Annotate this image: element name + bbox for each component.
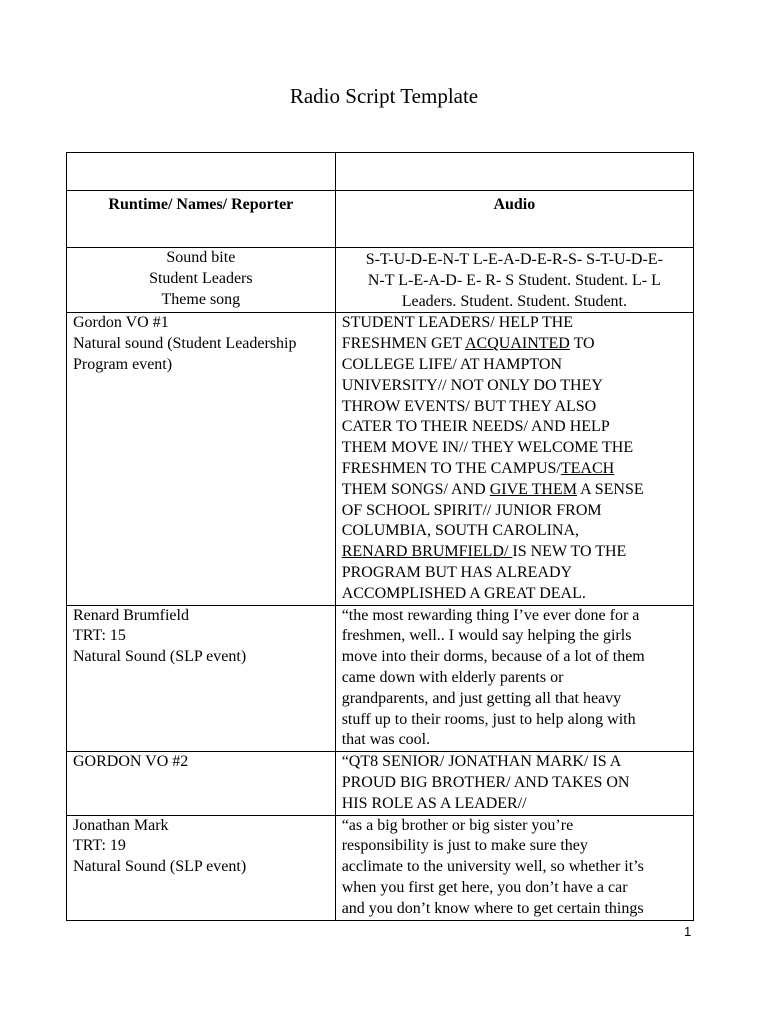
audio-line: ACCOMPLISHED A GREAT DEAL. (341, 584, 586, 602)
audio-line: FRESHMEN GET ACQUAINTED TO (341, 335, 595, 353)
cue-cell (67, 313, 336, 605)
underlined-text: TEACH (560, 459, 615, 477)
page-title: Radio Script Template (289, 84, 479, 108)
audio-line: came down with elderly parents or (341, 668, 564, 686)
audio-line: COLUMBIA, SOUTH CAROLINA, (341, 522, 580, 540)
cue-cell (67, 248, 336, 313)
audio-line: RENARD BRUMFIELD/ IS NEW TO THE (341, 543, 627, 561)
cue-cell (67, 752, 336, 815)
audio-line: Leaders. Student. Student. Student. (401, 292, 627, 310)
audio-line: UNIVERSITY// NOT ONLY DO THEY (341, 376, 603, 394)
audio-cell (335, 815, 693, 920)
table-header-row (67, 191, 694, 248)
audio-line: that was cool. (341, 731, 431, 749)
audio-line: S-T-U-D-E-N-T L-E-A-D-E-R-S- S-T-U-D-E- (365, 251, 663, 268)
audio-cell (335, 313, 693, 605)
audio-line: CATER TO THEIR NEEDS/ AND HELP (341, 418, 610, 436)
empty-cell (335, 153, 693, 191)
audio-line: HIS ROLE AS A LEADER// (341, 794, 527, 812)
underlined-text: RENARD BRUMFIELD/ (341, 543, 513, 561)
audio-line: and you don’t know where to get certain things (341, 899, 644, 917)
cue-line: Natural Sound (SLP event) (73, 858, 247, 876)
audio-line: responsibility is just to make sure they (341, 837, 588, 855)
cue-line: Sound bite (166, 249, 236, 266)
audio-line: “as a big brother or big sister you’re (341, 816, 574, 834)
cue-line: TRT: 19 (73, 837, 126, 855)
cue-line: Jonathan Mark (73, 816, 169, 834)
cue-line: Theme song (161, 290, 241, 308)
audio-line: OF SCHOOL SPIRIT// JUNIOR FROM (341, 501, 602, 519)
header-runtime-names-reporter: Runtime/ Names/ Reporter (67, 191, 336, 248)
header-audio: Audio (335, 191, 693, 248)
underlined-text: GIVE THEM (489, 480, 577, 498)
script-table (66, 152, 694, 921)
cue-cell (67, 605, 336, 752)
table-row-empty (67, 153, 694, 191)
audio-line: “QT8 SENIOR/ JONATHAN MARK/ IS A (341, 753, 622, 771)
audio-line: PROUD BIG BROTHER/ AND TAKES ON (341, 773, 630, 791)
cue-line: TRT: 15 (73, 627, 126, 645)
cue-line: Natural Sound (SLP event) (73, 648, 247, 666)
audio-line: grandparents, and just getting all that heavy (341, 689, 622, 707)
table-row (67, 752, 694, 815)
audio-line: stuff up to their rooms, just to help along with (341, 710, 636, 728)
audio-line: STUDENT LEADERS/ HELP THE (341, 314, 573, 332)
audio-line: COLLEGE LIFE/ AT HAMPTON (341, 355, 563, 373)
table-row (67, 605, 694, 752)
audio-line: N-T L-E-A-D- E- R- S Student. Student. L- L (367, 271, 661, 289)
table-row (67, 248, 694, 313)
audio-line: THROW EVENTS/ BUT THEY ALSO (341, 397, 597, 415)
audio-line: “the most rewarding thing I’ve ever done for a (341, 606, 640, 624)
empty-cell (67, 153, 336, 191)
audio-line: when you first get here, you don’t have a car (341, 878, 628, 896)
page-number: 1 (684, 924, 692, 939)
audio-line: move into their dorms, because of a lot of them (341, 648, 645, 666)
cue-line: GORDON VO #2 (73, 753, 189, 771)
cue-line: Natural sound (Student Leadership (73, 335, 297, 353)
cue-line: Renard Brumfield (73, 606, 189, 624)
audio-cell (335, 248, 693, 313)
table-row (67, 815, 694, 920)
table-row (67, 313, 694, 605)
cue-line: Gordon VO #1 (73, 314, 169, 332)
cue-cell (67, 815, 336, 920)
audio-line: freshmen, well.. I would say helping the girls (341, 627, 632, 645)
cue-line: Program event) (73, 355, 173, 373)
audio-line: FRESHMEN TO THE CAMPUS/TEACH (341, 459, 615, 477)
audio-line: PROGRAM BUT HAS ALREADY (341, 563, 573, 581)
cue-line: Student Leaders (149, 269, 253, 287)
audio-line: THEM SONGS/ AND GIVE THEM A SENSE (341, 480, 644, 498)
audio-cell (335, 605, 693, 752)
audio-line: THEM MOVE IN// THEY WELCOME THE (341, 439, 634, 457)
audio-line: acclimate to the university well, so whether it’s (341, 858, 644, 876)
audio-cell (335, 752, 693, 815)
underlined-text: ACQUAINTED (464, 335, 570, 353)
